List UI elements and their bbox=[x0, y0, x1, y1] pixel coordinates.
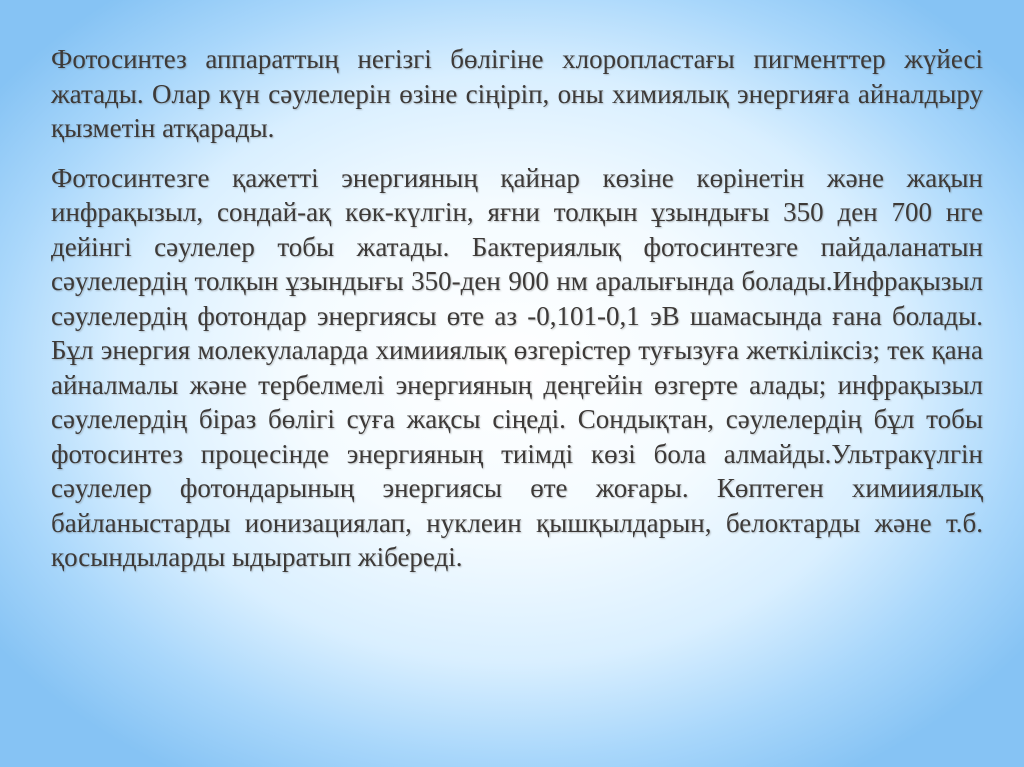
paragraph-pigment-system: Фотосинтез аппараттың негізгі бөлігіне хлоропластағы пигменттер жүйесі жатады. Олар күн сәулелерін өзіне сіңіріп, оны химиялық энергияға айналдыру қызметін атқарады. bbox=[51, 44, 983, 143]
slide-text-block bbox=[51, 42, 983, 575]
paragraph-energy-sources: Фотосинтезге қажетті энергияның қайнар көзіне көрінетін және жақын инфрақызыл, сондай-ақ көк-күлгін, яғни толқын ұзындығы 350 ден 700 нге дейінгі сәулелер тобы жатады. Бактериялық фотосинтезге пайдаланатын сәулелердің толқын ұзындығы 350-ден 900 нм аралығында болады.Инфрақызыл сәулелердің фотондар энергиясы өте аз -0,101-0,1 эВ шамасында ғана болады. Бұл энергия молекулаларда химииялық өзгерістер туғызуға жеткіліксіз; тек қана айналмалы және тербелмелі энергияның деңгейін өзгерте алады; инфрақызыл сәулелердің біраз бөлігі суға жақсы сіңеді. Сондықтан, сәулелердің бұл тобы фотосинтез процесінде энергияның тиімді көзі бола алмайды.Ультракүлгін сәулелер фотондарының энергиясы өте жоғары. Көптеген химииялық байланыстарды ионизациялап, нуклеин қышқылдарын, белоктарды және т.б. қосындыларды ыдыратып жібереді. bbox=[51, 162, 983, 572]
